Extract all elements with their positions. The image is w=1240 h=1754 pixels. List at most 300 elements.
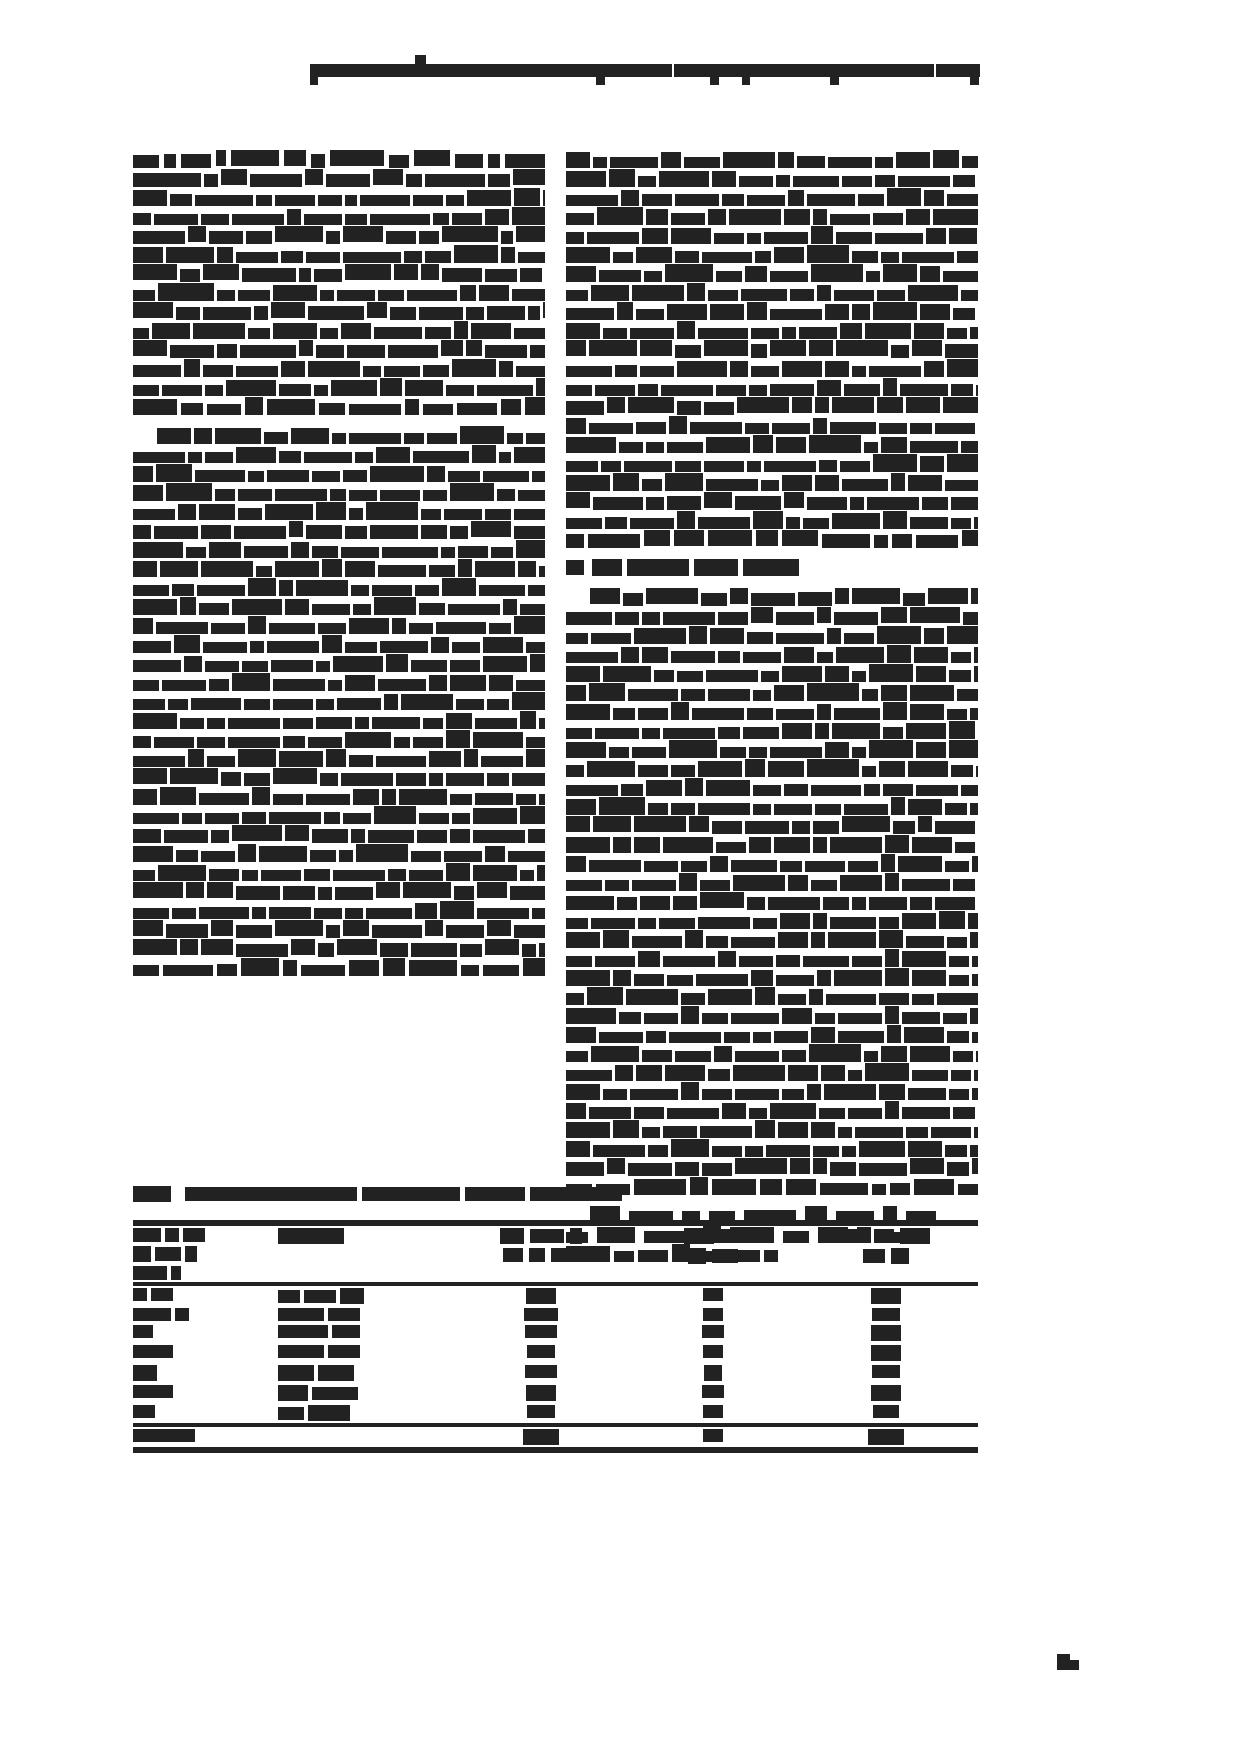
redacted-word [724, 1032, 750, 1043]
redacted-word [409, 870, 443, 881]
redacted-word [701, 593, 727, 606]
redacted-word [634, 1107, 664, 1119]
redacted-word [811, 1027, 835, 1043]
redacted-word [947, 709, 967, 720]
redacted-word [186, 547, 206, 558]
redacted-word [133, 882, 183, 898]
running-head-descender [742, 77, 750, 85]
redacted-word [935, 897, 975, 910]
redacted-word [216, 150, 226, 166]
redacted-word [168, 699, 188, 710]
redacted-word [442, 268, 482, 282]
cell-line [133, 1323, 278, 1340]
redacted-word [591, 1046, 639, 1062]
redacted-word [912, 837, 952, 853]
redacted-word [278, 1308, 324, 1321]
redacted-word [838, 1013, 882, 1024]
redacted-word [776, 437, 806, 453]
redacted-word [228, 737, 280, 748]
table-cell [633, 1286, 793, 1306]
redacted-word [376, 756, 426, 767]
redacted-word [869, 740, 913, 758]
redacted-word [273, 679, 325, 691]
redacted-word [151, 1288, 173, 1301]
redacted-word [632, 747, 666, 758]
cell-line [448, 1286, 633, 1306]
text-line [566, 454, 978, 472]
redacted-word [193, 323, 245, 339]
section-heading-word [627, 559, 689, 576]
redacted-word [205, 661, 239, 672]
redacted-word [133, 768, 167, 784]
redacted-word [404, 251, 422, 263]
redacted-word [830, 837, 882, 853]
redacted-word [133, 1385, 173, 1398]
redacted-word [520, 711, 536, 729]
redacted-word [566, 461, 598, 472]
redacted-word [199, 793, 249, 805]
redacted-word [634, 628, 686, 644]
redacted-word [972, 856, 978, 872]
text-line [133, 521, 545, 539]
redacted-word [444, 851, 482, 862]
cell-line [633, 1403, 793, 1420]
redacted-word [755, 987, 775, 1005]
redacted-word [910, 685, 954, 701]
redacted-word [487, 699, 509, 710]
redacted-word [718, 951, 736, 967]
redacted-word [423, 365, 449, 377]
redacted-word [768, 897, 820, 910]
table-caption-word [465, 1187, 525, 1201]
redacted-word [318, 195, 342, 206]
table-header-row [133, 1226, 978, 1282]
body-columns [133, 150, 978, 1100]
redacted-word [605, 880, 629, 891]
redacted-word [452, 359, 496, 377]
redacted-word [133, 1266, 167, 1280]
redacted-word [819, 1108, 845, 1119]
redacted-word [910, 423, 932, 434]
redacted-word [681, 861, 707, 872]
redacted-word [712, 171, 736, 187]
redacted-word [133, 264, 177, 280]
redacted-word [314, 269, 342, 282]
redacted-word [380, 943, 408, 957]
redacted-word [201, 851, 235, 862]
redacted-word [355, 717, 369, 729]
redacted-word [951, 1070, 971, 1081]
table-header-cell [633, 1226, 793, 1282]
redacted-word [951, 765, 973, 777]
redacted-word [452, 642, 480, 653]
redacted-word [708, 209, 726, 225]
redacted-word [158, 865, 206, 881]
redacted-word [283, 736, 305, 748]
redacted-word [133, 618, 153, 634]
redacted-word [180, 939, 198, 955]
table-row [133, 1306, 978, 1323]
redacted-word [815, 475, 839, 491]
redacted-word [830, 917, 876, 929]
redacted-word [663, 1126, 697, 1138]
redacted-word [306, 525, 342, 539]
redacted-word [811, 264, 863, 282]
redacted-word [372, 585, 412, 596]
table-bottom-rule [133, 1447, 978, 1453]
redacted-word [904, 1027, 944, 1043]
redacted-word [665, 264, 713, 282]
redacted-word [176, 307, 200, 320]
redacted-word [834, 612, 878, 625]
redacted-word [133, 585, 169, 596]
table-cell [133, 1363, 278, 1383]
redacted-word [910, 441, 958, 453]
redacted-word [852, 251, 878, 263]
redacted-word [246, 231, 272, 244]
redacted-word [642, 1050, 672, 1062]
section-heading [566, 559, 978, 579]
redacted-word [566, 896, 614, 910]
redacted-word [345, 195, 357, 206]
redacted-word [702, 1013, 728, 1024]
redacted-word [590, 588, 620, 604]
text-line [133, 169, 545, 187]
redacted-word [842, 479, 888, 491]
redacted-word [646, 588, 698, 604]
table-row [133, 1343, 978, 1363]
redacted-word [201, 214, 229, 225]
redacted-word [386, 654, 408, 672]
redacted-word [747, 302, 767, 320]
redacted-word [341, 547, 379, 558]
redacted-word [747, 233, 761, 244]
redacted-word [360, 195, 410, 206]
redacted-word [306, 794, 350, 805]
text-line [566, 207, 978, 225]
cell-line [133, 1383, 278, 1400]
redacted-word [349, 404, 401, 415]
redacted-word [232, 673, 270, 691]
redacted-word [587, 987, 623, 1005]
redacted-word [971, 588, 978, 604]
redacted-word [881, 437, 907, 453]
table-cell [133, 1343, 278, 1363]
redacted-word [158, 283, 214, 301]
redacted-word [133, 660, 181, 672]
redacted-word [133, 908, 169, 919]
redacted-word [133, 1325, 153, 1338]
redacted-word [599, 797, 645, 815]
redacted-word [252, 787, 270, 805]
redacted-word [318, 623, 346, 634]
redacted-word [751, 344, 767, 358]
redacted-word [188, 452, 202, 463]
redacted-word [970, 803, 978, 815]
redacted-word [887, 1025, 901, 1043]
redacted-word [446, 385, 474, 396]
redacted-word [778, 152, 794, 168]
redacted-word [784, 647, 814, 663]
redacted-word [203, 264, 239, 280]
redacted-word [825, 742, 849, 758]
redacted-word [500, 1228, 524, 1244]
redacted-word [195, 470, 245, 482]
redacted-word [203, 365, 233, 377]
redacted-word [405, 399, 419, 415]
redacted-word [207, 718, 225, 729]
redacted-word [974, 666, 978, 682]
redacted-word [217, 344, 237, 358]
redacted-word [953, 1107, 975, 1119]
redacted-word [883, 727, 903, 739]
redacted-word [411, 660, 447, 672]
redacted-word [341, 773, 393, 786]
redacted-word [452, 213, 482, 225]
redacted-word [753, 435, 773, 453]
cell-line [278, 1286, 448, 1306]
redacted-word [782, 327, 796, 339]
redacted-word [475, 561, 515, 577]
redacted-word [183, 1228, 205, 1242]
redacted-word [667, 496, 701, 510]
cell-line [133, 1286, 278, 1303]
redacted-word [706, 936, 728, 948]
text-line [133, 188, 545, 206]
redacted-word [671, 702, 689, 720]
text-line [566, 740, 978, 758]
redacted-word [588, 534, 640, 548]
redacted-word [634, 816, 686, 832]
redacted-word [603, 930, 629, 948]
text-line [566, 683, 978, 701]
redacted-word [382, 789, 396, 805]
redacted-word [170, 194, 192, 206]
redacted-word [813, 418, 827, 434]
cell-line [448, 1226, 633, 1246]
redacted-word [184, 656, 202, 672]
redacted-word [217, 247, 233, 263]
redacted-word [912, 1070, 948, 1081]
redacted-word [945, 480, 978, 491]
text-line [566, 588, 978, 606]
redacted-word [674, 530, 704, 546]
redacted-word [671, 765, 695, 777]
cell-line [133, 1264, 278, 1282]
redacted-word [345, 214, 367, 225]
redacted-word [774, 837, 810, 853]
redacted-word [489, 675, 513, 691]
redacted-word [524, 1308, 558, 1321]
redacted-word [605, 517, 627, 529]
redacted-word [646, 209, 668, 225]
cell-line [633, 1427, 793, 1444]
left-text-column [133, 150, 545, 987]
redacted-word [566, 213, 594, 225]
redacted-word [473, 732, 523, 748]
redacted-word [872, 1365, 900, 1378]
redacted-word [306, 252, 340, 263]
redacted-word [593, 157, 607, 168]
redacted-word [525, 1365, 557, 1378]
redacted-word [755, 1120, 775, 1138]
redacted-word [703, 1345, 723, 1358]
redacted-word [883, 702, 907, 720]
redacted-word [406, 174, 422, 187]
redacted-word [133, 829, 161, 843]
redacted-word [681, 1082, 699, 1100]
redacted-word [644, 861, 678, 872]
redacted-word [566, 956, 592, 967]
redacted-word [642, 228, 668, 244]
redacted-word [332, 433, 346, 444]
redacted-word [133, 813, 179, 824]
redacted-word [133, 485, 163, 501]
redacted-word [516, 226, 545, 242]
redacted-word [910, 517, 948, 529]
redacted-word [667, 975, 693, 986]
redacted-word [236, 252, 278, 263]
cell-line [793, 1343, 978, 1363]
redacted-word [133, 302, 173, 318]
redacted-word [279, 580, 293, 596]
redacted-word [308, 306, 364, 320]
redacted-word [665, 473, 703, 491]
table-cell [278, 1363, 448, 1383]
redacted-word [399, 789, 447, 805]
redacted-word [943, 271, 978, 282]
text-line [566, 321, 978, 339]
redacted-word [471, 323, 511, 339]
redacted-word [743, 727, 779, 739]
redacted-word [628, 397, 674, 413]
redacted-word [749, 747, 767, 758]
redacted-word [457, 403, 497, 415]
redacted-word [815, 804, 841, 815]
redacted-word [613, 970, 631, 986]
text-line [566, 1044, 978, 1062]
redacted-word [836, 647, 884, 663]
redacted-word [530, 1229, 564, 1243]
redacted-word [446, 195, 464, 206]
redacted-word [441, 547, 455, 558]
redacted-word [308, 737, 342, 748]
redacted-word [411, 943, 457, 957]
redacted-word [279, 451, 301, 463]
section-number [566, 560, 584, 575]
redacted-word [753, 511, 783, 529]
redacted-word [844, 384, 880, 396]
text-line [566, 930, 978, 948]
redacted-word [972, 1088, 978, 1100]
redacted-word [133, 190, 167, 206]
redacted-word [778, 932, 808, 948]
redacted-word [464, 749, 478, 767]
redacted-word [675, 461, 701, 472]
redacted-word [209, 679, 229, 691]
redacted-word [782, 361, 822, 377]
running-head-segment [936, 64, 980, 77]
redacted-word [663, 837, 713, 853]
redacted-word [390, 307, 416, 320]
redacted-word [704, 340, 748, 356]
redacted-word [646, 497, 664, 510]
redacted-word [514, 616, 545, 634]
redacted-word [821, 1065, 845, 1081]
redacted-word [642, 1127, 660, 1138]
redacted-word [209, 869, 239, 881]
redacted-word [287, 209, 301, 225]
redacted-word [526, 737, 545, 748]
redacted-word [236, 366, 278, 377]
table-row [133, 1403, 978, 1423]
redacted-word [630, 1089, 678, 1100]
redacted-word [133, 870, 155, 881]
redacted-word [883, 378, 897, 396]
redacted-word [174, 635, 200, 653]
redacted-word [947, 194, 978, 206]
redacted-word [345, 264, 391, 280]
table-cell [133, 1383, 278, 1403]
redacted-word [380, 378, 402, 396]
redacted-word [211, 623, 245, 634]
redacted-word [446, 730, 470, 748]
redacted-word [807, 194, 855, 206]
redacted-word [828, 157, 872, 168]
redacted-word [902, 879, 950, 891]
redacted-word [254, 306, 268, 320]
redacted-word [753, 785, 781, 796]
redacted-word [530, 654, 545, 672]
text-line [133, 882, 545, 900]
redacted-word [341, 323, 371, 339]
redacted-word [481, 756, 523, 767]
redacted-word [566, 856, 586, 872]
redacted-word [442, 226, 498, 242]
table-cell [278, 1323, 448, 1343]
redacted-word [133, 713, 177, 729]
redacted-word [374, 327, 422, 339]
redacted-word [528, 585, 545, 596]
text-line [566, 778, 978, 796]
redacted-word [566, 704, 610, 720]
cell-line [793, 1403, 978, 1420]
redacted-word [205, 385, 223, 396]
redacted-word [291, 939, 315, 955]
cell-line [278, 1323, 448, 1340]
redacted-word [704, 402, 734, 415]
redacted-word [591, 633, 631, 644]
redacted-word [526, 642, 545, 653]
redacted-word [671, 1139, 709, 1157]
redacted-word [378, 290, 404, 301]
redacted-word [776, 955, 800, 967]
text-line [133, 616, 545, 634]
redacted-word [972, 1158, 978, 1174]
redacted-word [238, 290, 270, 301]
text-line [566, 1158, 978, 1176]
redacted-word [704, 461, 744, 472]
redacted-word [797, 156, 825, 168]
text-line [566, 968, 978, 986]
redacted-word [813, 1146, 839, 1157]
redacted-word [731, 860, 777, 872]
redacted-word [902, 913, 936, 929]
redacted-word [423, 490, 447, 501]
redacted-word [380, 490, 420, 501]
redacted-word [133, 641, 171, 653]
redacted-word [848, 1070, 862, 1081]
